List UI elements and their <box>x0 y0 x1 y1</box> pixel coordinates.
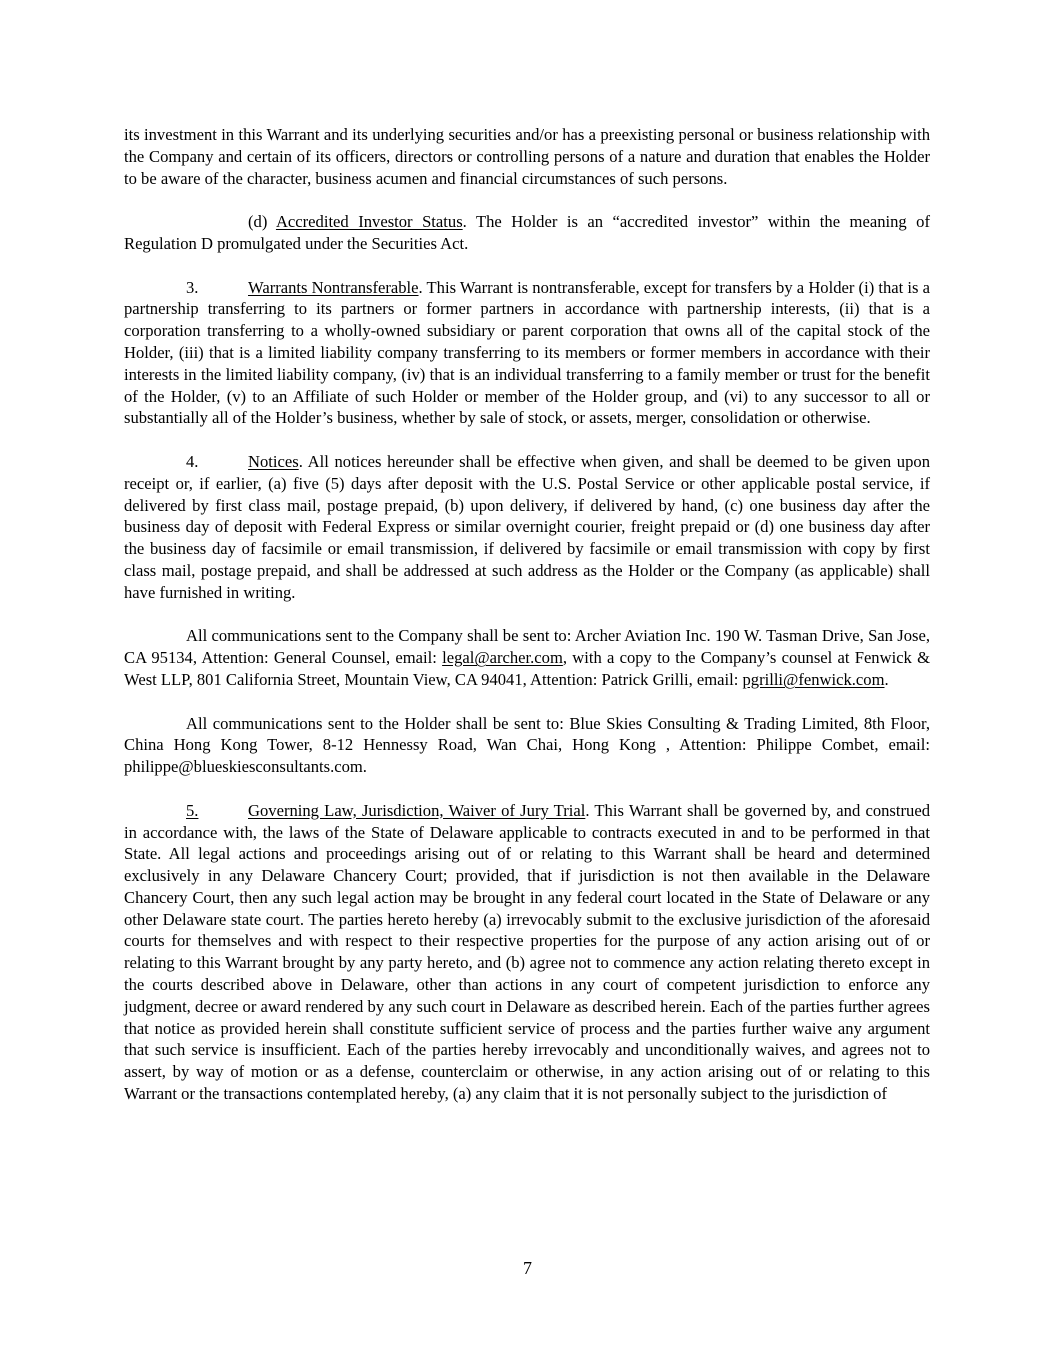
section-5-number: 5. <box>186 800 199 820</box>
intro-paragraph <box>124 124 930 189</box>
company-notice-text-end: . <box>884 669 889 689</box>
counsel-email-link[interactable]: pgrilli@fenwick.com <box>742 669 885 689</box>
section-2d-paragraph <box>124 211 930 255</box>
section-4-text: . All notices hereunder shall be effective when given, and shall be deemed to be given upon receipt or, if earlier, (a) five (5) days after deposit with the U.S. Postal Service or other applicable postal service, if delivered by first class mail, postage prepaid, (b) upon delivery, if delivered by hand, (c) one business day after the business day of deposit with Federal Express or similar overnight courier, freight prepaid or (d) one business day after the business day of facsimile or email transmission, if delivered by facsimile or email transmission with copy by first class mail, postage prepaid, and shall be addressed at such address as the Holder or the Company (as applicable) shall have furnished in writing. <box>124 451 930 602</box>
company-notice-paragraph <box>124 625 930 690</box>
section-5-text: . This Warrant shall be governed by, and construed in accordance with, the laws of the State of Delaware applicable to contracts executed in and to be performed in that State. All legal actions and proceedings arising out of or relating to this Warrant shall be heard and determined exclusively in any Delaware Chancery Court; provided, that if jurisdiction is not then available in the Delaware Chancery Court, then any such legal action may be brought in any federal court located in the State of Delaware or any other Delaware state court. The parties hereto hereby (a) irrevocably submit to the exclusive jurisdiction of the aforesaid courts for themselves and with respect to their respective properties for the purpose of any action arising out of or relating to this Warrant brought by any party hereto, and (b) agree not to commence any action relating thereto except in the courts described above in Delaware, other than actions in any court of competent jurisdiction to enforce any judgment, decree or award rendered by any such court in Delaware as described herein. Each of the parties further agrees that notice as provided herein shall constitute sufficient service of process and the parties further waive any argument that such service is insufficient. Each of the parties hereby irrevocably and unconditionally waives, and agrees not to assert, by way of motion or as a defense, counterclaim or otherwise, in any action arising out of or relating to this Warrant or the transactions contemplated hereby, (a) any claim that it is not personally subject to the jurisdiction of <box>124 800 930 1104</box>
section-3-text: . This Warrant is nontransferable, except for transfers by a Holder (i) that is a partnership transferring to its partners or former partners in accordance with partnership interests, (ii) that is a corporation transferring to a wholly-owned subsidiary or parent corporation that owns all of the capital stock of the Holder, (iii) that is a limited liability company transferring to its members or former members in accordance with their interests in the limited liability company, (iv) that is an individual transferring to a family member or trust for the benefit of the Holder, (v) to an Affiliate of such Holder or member of the Holder group, and (vi) to any successor to all or substantially all of the Holder’s business, whether by sale of stock, or assets, merger, consolidation or otherwise. <box>124 277 931 428</box>
page-number: 7 <box>523 1258 532 1278</box>
section-2d-text: . The Holder is an “accredited investor” within the meaning of Regulation D promulgated under the Securities Act. <box>124 212 931 253</box>
section-3-paragraph <box>124 277 930 430</box>
section-4-heading: Notices <box>248 451 299 471</box>
section-4-number: 4. <box>186 451 199 471</box>
section-5-heading: Governing Law, Jurisdiction, Waiver of Jury Trial <box>248 800 586 820</box>
company-notice-text-middle: , with a copy to the Company’s counsel at Fenwick & West LLP, 801 California Street, Mountain View, CA 94041, Attention: Patrick Grilli, email: <box>124 648 931 689</box>
company-notice-text: All communications sent to the Company shall be sent to: Archer Aviation Inc. 190 W. Tasman Drive, San Jose, CA 95134, Attention: General Counsel, email: <box>124 626 930 668</box>
section-3-number: 3. <box>186 277 199 297</box>
section-2d-heading: Accredited Investor Status <box>275 212 463 232</box>
holder-notice-paragraph <box>124 713 930 778</box>
holder-notice-text: All communications sent to the Holder shall be sent to: Blue Skies Consulting & Trading Limited, 8th Floor, China Hong Kong Tower, 8-12 Hennessy Road, Wan Chai, Hong Kong , Attention: Philippe Combet, email: philippe@blueskiesconsultants.com. <box>124 713 930 777</box>
section-3-heading: Warrants Nontransferable <box>248 277 419 297</box>
intro-text: its investment in this Warrant and its underlying securities and/or has a preexisting personal or business relationship with the Company and certain of its officers, directors or controlling persons of a nature and duration that enables the Holder to be aware of the character, business acumen and financial circumstances of such persons. <box>124 125 930 188</box>
company-email-link[interactable]: legal@archer.com <box>442 648 563 668</box>
section-4-paragraph <box>124 451 930 604</box>
section-2d-label: (d) <box>248 212 268 232</box>
section-5-paragraph <box>124 800 930 1105</box>
document-page <box>124 124 930 1127</box>
